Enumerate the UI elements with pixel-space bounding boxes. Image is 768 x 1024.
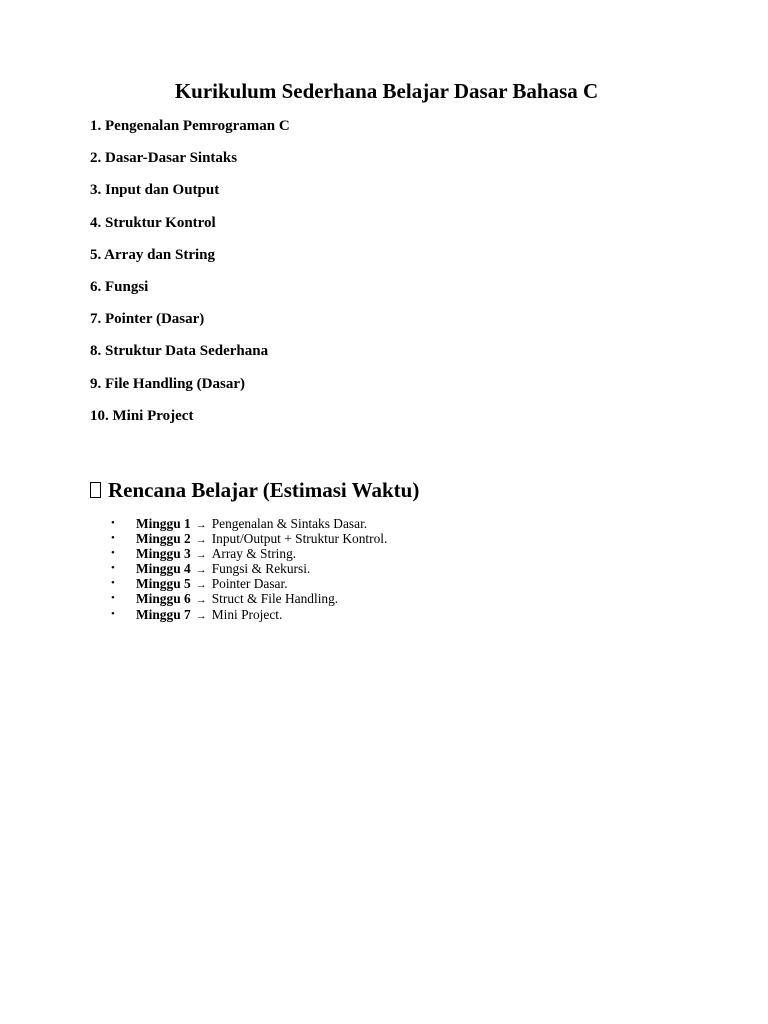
plan-content: Input/Output + Struktur Kontrol. bbox=[211, 531, 388, 547]
plan-item bbox=[111, 561, 387, 576]
topic-item: 6. Fungsi bbox=[90, 278, 149, 295]
plan-item bbox=[111, 591, 387, 606]
arrow-right-icon: → bbox=[195, 519, 207, 531]
document-title: Kurikulum Sederhana Belajar Dasar Bahasa C bbox=[174, 79, 599, 103]
plan-content: Mini Project. bbox=[211, 606, 283, 622]
topic-item: 7. Pointer (Dasar) bbox=[90, 311, 205, 328]
plan-content: Struct & File Handling. bbox=[211, 591, 339, 607]
topic-item: 3. Input dan Output bbox=[90, 182, 220, 199]
plan-week: Minggu 1 bbox=[136, 516, 191, 531]
topic-item: 1. Pengenalan Pemrograman C bbox=[90, 118, 290, 134]
bullet-icon: • bbox=[111, 532, 115, 545]
arrow-right-icon: → bbox=[195, 609, 207, 622]
plan-item bbox=[111, 576, 387, 591]
plan-item bbox=[111, 546, 387, 561]
topic-item: 9. File Handling (Dasar) bbox=[90, 375, 246, 392]
topic-item: 8. Struktur Data Sederhana bbox=[90, 343, 269, 360]
bullet-icon: • bbox=[111, 577, 115, 590]
plan-heading bbox=[90, 477, 419, 503]
plan-week: Minggu 6 bbox=[136, 591, 191, 607]
plan-item bbox=[111, 531, 387, 546]
bullet-icon: • bbox=[111, 592, 115, 605]
bullet-icon: • bbox=[111, 547, 115, 560]
plan-heading-text: Rencana Belajar (Estimasi Waktu) bbox=[108, 478, 420, 502]
topic-item: 4. Struktur Kontrol bbox=[90, 214, 216, 231]
plan-week: Minggu 7 bbox=[136, 606, 191, 622]
plan-list bbox=[111, 516, 387, 622]
topic-item: 5. Array dan String bbox=[90, 246, 216, 263]
plan-item bbox=[111, 607, 387, 622]
plan-content: Pointer Dasar. bbox=[211, 576, 288, 592]
missing-glyph-icon bbox=[90, 482, 101, 498]
plan-content: Array & String. bbox=[211, 546, 297, 562]
bullet-icon: • bbox=[111, 607, 115, 620]
plan-week: Minggu 3 bbox=[136, 546, 191, 562]
arrow-right-icon: → bbox=[195, 594, 207, 607]
plan-content: Pengenalan & Sintaks Dasar. bbox=[211, 516, 368, 531]
bullet-icon: • bbox=[111, 517, 115, 529]
plan-week: Minggu 4 bbox=[136, 561, 191, 577]
arrow-right-icon: → bbox=[195, 549, 207, 562]
bullet-icon: • bbox=[111, 562, 115, 575]
plan-content: Fungsi & Rekursi. bbox=[211, 561, 311, 577]
topic-item: 2. Dasar-Dasar Sintaks bbox=[90, 150, 238, 167]
plan-item bbox=[111, 516, 387, 531]
topic-item: 10. Mini Project bbox=[90, 407, 194, 424]
plan-week: Minggu 2 bbox=[136, 531, 191, 547]
plan-week: Minggu 5 bbox=[136, 576, 191, 592]
arrow-right-icon: → bbox=[195, 579, 207, 592]
arrow-right-icon: → bbox=[195, 564, 207, 577]
arrow-right-icon: → bbox=[195, 534, 207, 547]
topic-list bbox=[90, 116, 290, 438]
